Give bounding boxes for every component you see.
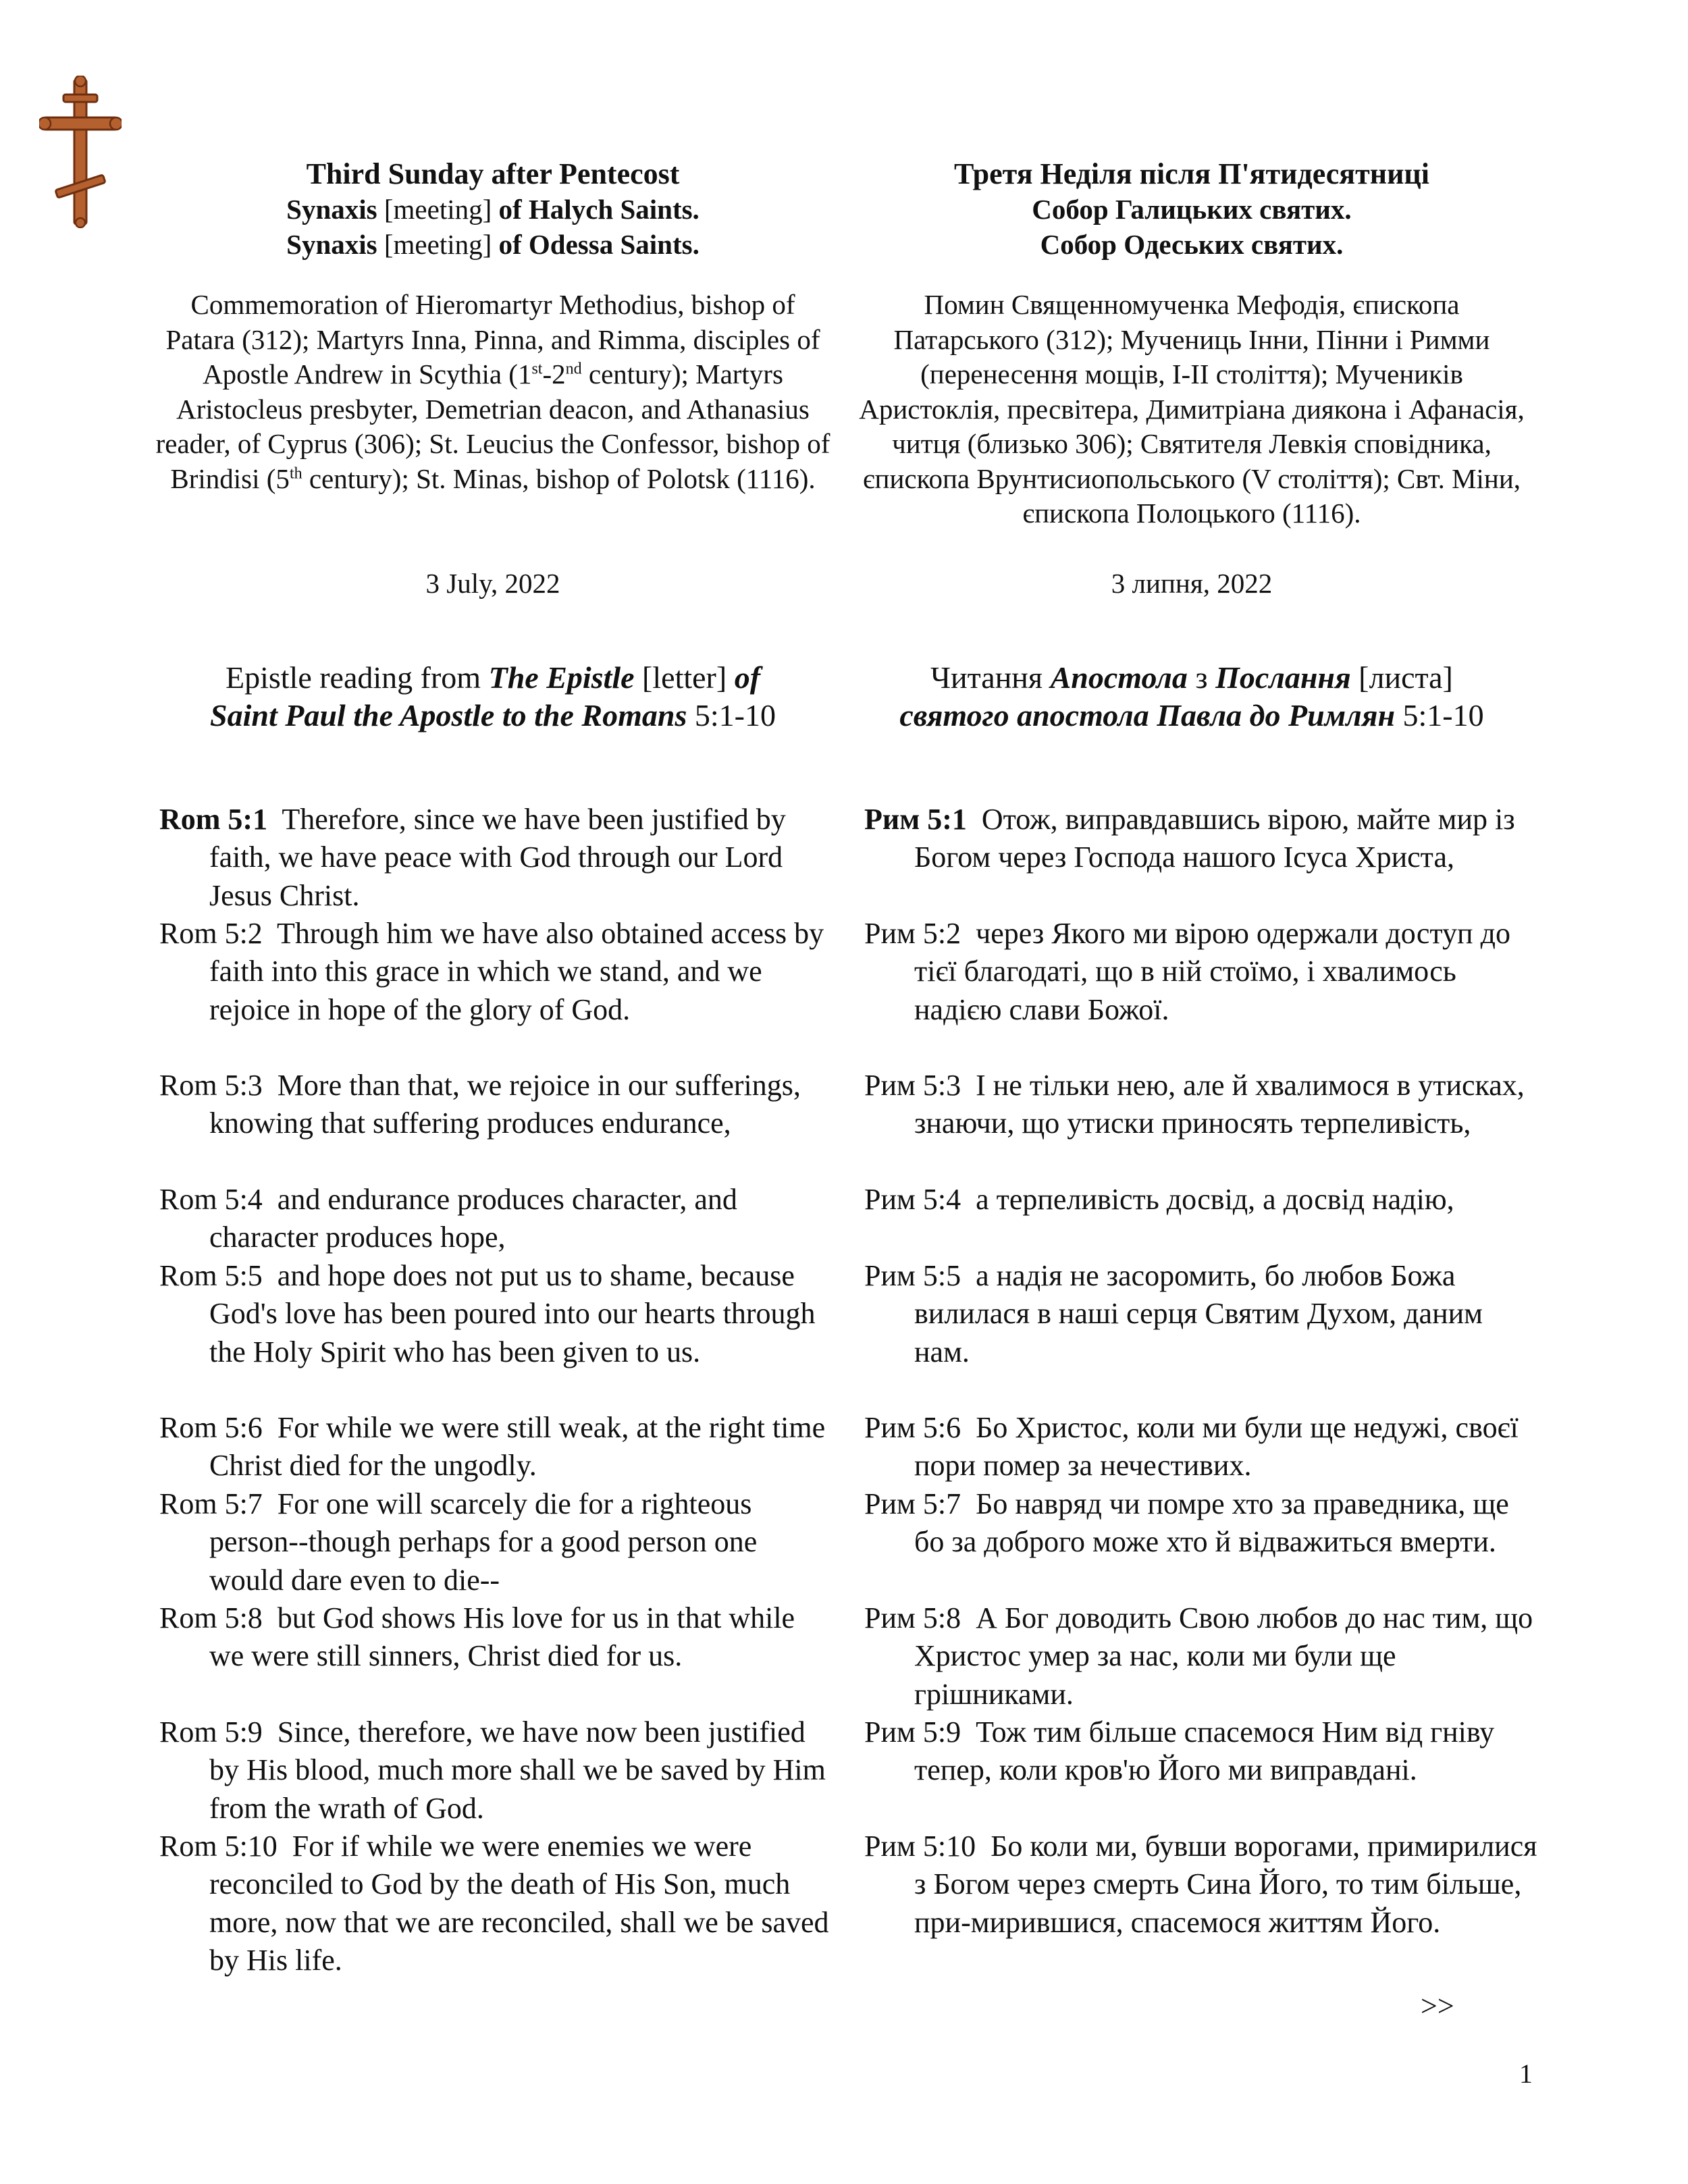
verse-uk-10: Рим 5:10 Бо коли ми, бувши ворогами, примирилися з Богом через смерть Сина Його, то тим більше, при-мирившися, спасемося життям Його.: [864, 1830, 1537, 1939]
verse-en-3: Rom 5:3 More than that, we rejoice in our sufferings, knowing that suffering produces endurance,: [159, 1069, 801, 1140]
english-synaxis-halych: Synaxis [meeting] of Halych Saints.: [286, 194, 700, 225]
verse-uk-6: Рим 5:6 Бо Христос, коли ми були ще недужі, своєї пори помер за нечестивих.: [864, 1411, 1519, 1483]
verse-en-2: Rom 5:2 Through him we have also obtained access by faith into this grace in which we stand, and we rejoice in hope of the glory of God.: [159, 917, 824, 1026]
verse-en-9: Rom 5:9 Since, therefore, we have now been justified by His blood, much more shall we be saved by Him from the wrath of God.: [159, 1715, 826, 1825]
verse-uk-5: Рим 5:5 а надія не засоромить, бо любов Божа вилилася в наші серця Святим Духом, даним нам.: [864, 1259, 1483, 1368]
verse-uk-8: Рим 5:8 А Бог доводить Свою любов до нас тим, що Христос умер за нас, коли ми були ще грішниками.: [864, 1601, 1533, 1711]
verse-en-10: Rom 5:10 For if while we were enemies we were reconciled to God by the death of His Son, much more, now that we are reconciled, shall we be saved by His life.: [159, 1830, 829, 1977]
verse-en-8: Rom 5:8 but God shows His love for us in that while we were still sinners, Christ died for us.: [159, 1601, 795, 1673]
english-synaxis-odessa: Synaxis [meeting] of Odessa Saints.: [286, 229, 700, 260]
english-header: [155, 157, 830, 262]
verse-en-6: Rom 5:6 For while we were still weak, at the right time Christ died for the ungodly.: [159, 1411, 826, 1483]
ukrainian-commemoration: Помин Священномученка Мефодія, єпископа Патарського (312); Мучениць Інни, Пінни і Римми (перенесення мощів, I-II століття); Мучеників Аристоклія, пресвітера, Димитріана диякона і Афанасія, читця (близько 306); Святителя Левкія сповідника, єпископа Врунтисиопольського (V століття); Свт. Міни, єпископа Полоцького (1116).: [859, 289, 1525, 529]
verse-en-1: Rom 5:1 Therefore, since we have been justified by faith, we have peace with God through our Lord Jesus Christ.: [159, 803, 786, 912]
verse-en-4: Rom 5:4 and endurance produces character, and character produces hope,: [159, 1183, 737, 1254]
continue-marker: >>: [1421, 1990, 1454, 2023]
verse-uk-9: Рим 5:9 Тож тим більше спасемося Ним від гніву тепер, коли кров'ю Його ми виправдані.: [864, 1715, 1495, 1787]
ukrainian-reading-title: Читання Апостола з Послання [листа] святого апостола Павла до Римлян 5:1-10: [899, 660, 1484, 733]
ukrainian-synaxis-halych: Собор Галицьких святих.: [1032, 194, 1352, 225]
page-number: 1: [1519, 2058, 1533, 2089]
verse-uk-2: Рим 5:2 через Якого ми вірою одержали доступ до тієї благодаті, що в ній стоїмо, і хвалимось надією слави Божої.: [864, 917, 1510, 1026]
english-commemoration: Commemoration of Hieromartyr Methodius, bishop of Patara (312); Martyrs Inna, Pinna, and Rimma, disciples of Apostle Andrew in Scythia (1st-2nd century); Martyrs Aristocleus presbyter, Demetrian deacon, and Athanasius reader, of Cyprus (306); St. Leucius the Confessor, bishop of Brindisi (5th century); St. Minas, bishop of Polotsk (1116).: [155, 289, 830, 494]
english-reading-title: Epistle reading from The Epistle [letter] of Saint Paul the Apostle to the Romans 5:1-10: [210, 660, 776, 733]
verse-uk-7: Рим 5:7 Бо навряд чи помре хто за праведника, ще бо за доброго може хто й відважиться вмерти.: [864, 1487, 1509, 1559]
verse-uk-3: Рим 5:3 І не тільки нею, але й хвалимося в утисках, знаючи, що утиски приносять терпеливість,: [864, 1069, 1525, 1140]
ukrainian-date: 3 липня, 2022: [1111, 568, 1273, 599]
verse-uk-4: Рим 5:4 а терпеливість досвід, а досвід надію,: [864, 1183, 1454, 1216]
english-date: 3 July, 2022: [425, 568, 560, 599]
ukrainian-header: [854, 157, 1529, 262]
orthodox-cross-icon: [39, 76, 122, 228]
verse-uk-1: Рим 5:1 Отож, виправдавшись вірою, майте мир із Богом через Господа нашого Ісуса Христа,: [864, 803, 1515, 874]
ukrainian-synaxis-odessa: Собор Одеських святих.: [1040, 229, 1344, 260]
ukrainian-title: Третя Неділя після П'ятидесятниці: [953, 157, 1430, 190]
verse-en-5: Rom 5:5 and hope does not put us to shame, because God's love has been poured into our hearts through the Holy Spirit who has been given to us.: [159, 1259, 816, 1368]
verse-en-7: Rom 5:7 For one will scarcely die for a righteous person--though perhaps for a good person one would dare even to die--: [159, 1487, 758, 1597]
english-title: Third Sunday after Pentecost: [306, 157, 680, 190]
